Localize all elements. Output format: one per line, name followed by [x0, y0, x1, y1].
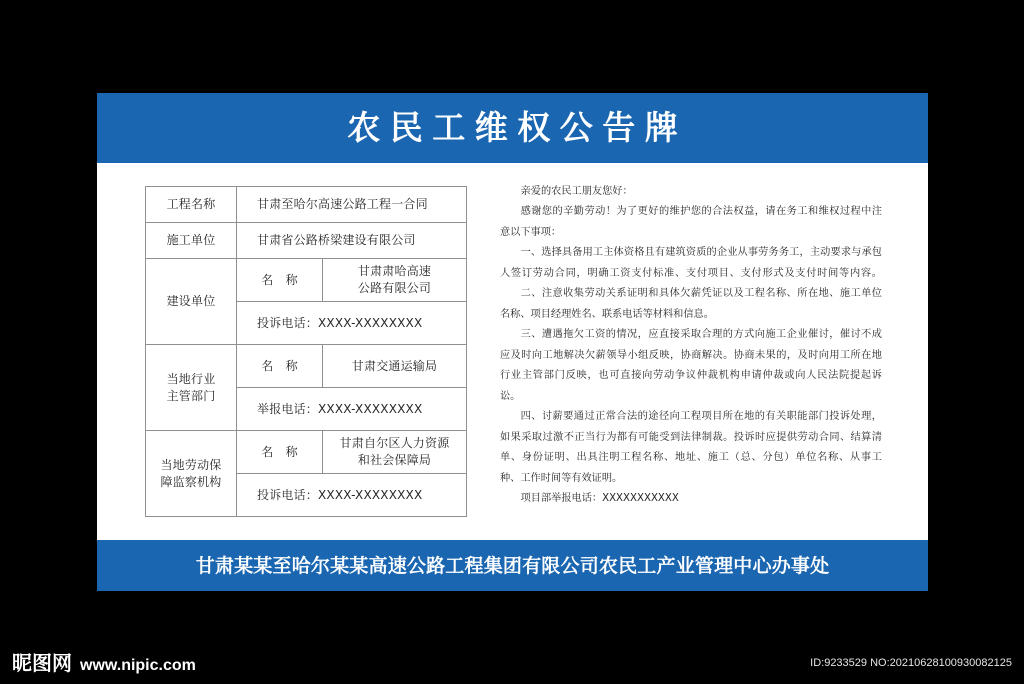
watermark-site-url: www.nipic.com: [80, 657, 196, 674]
notice-line: 感谢您的辛勤劳动！为了更好的维护您的合法权益，请在务工和维权过程中注: [520, 206, 882, 217]
authority-name-label: 名 称: [237, 345, 323, 388]
notice-line: 种、工作时间等有效证明。: [500, 472, 623, 484]
table-row-project-name: [146, 187, 467, 223]
table-row-authority-name: [146, 345, 467, 388]
info-table: [145, 186, 467, 517]
contractor-value: 甘肃省公路桥梁建设有限公司: [237, 223, 467, 259]
notice-greeting: 亲爱的农民工朋友您好：: [520, 185, 633, 197]
board-header: [97, 93, 928, 163]
notice-line: 名称、项目经理姓名、联系电话等材料和信息。: [500, 308, 714, 320]
table-row-builder-name: [146, 259, 467, 302]
notice-line: 三、遭遇拖欠工资的情况，应直接采取合理的方式向施工企业催讨，催讨不成: [520, 329, 882, 340]
notice-line: 二、注意收集劳动关系证明和具体欠薪凭证以及工程名称、所在地、施工单位: [520, 288, 882, 299]
notice-line: 行业主管部门反映，也可直接向劳动争议仲裁机构申请仲裁或向人民法院提起诉: [500, 370, 882, 381]
authority-phone: 举报电话：XXXX-XXXXXXXX: [237, 388, 467, 431]
builder-label: 建设单位: [146, 259, 237, 345]
authority-name-value: 甘肃交通运输局: [323, 345, 467, 388]
watermark-site-name: 昵图网: [12, 651, 72, 675]
builder-name-value: 甘肃肃哈高速 公路有限公司: [323, 259, 467, 302]
notice-line: 人签订劳动合同，明确工资支付标准、支付项目、支付形式及支付时间等内容。: [500, 267, 882, 279]
notice-hotline: 项目部举报电话：XXXXXXXXXXX: [520, 493, 679, 504]
notice-board: [97, 93, 928, 591]
notice-line: 应及时向工地解决欠薪领导小组反映，协商解决。协商未果的，及时向用工所在地: [500, 349, 882, 361]
notice-text: [500, 182, 882, 510]
notice-line: 单、身份证明、出具注明工程名称、地址、施工（总、分包）单位名称、从事工: [500, 452, 882, 463]
labor-phone: 投诉电话：XXXX-XXXXXXXX: [237, 474, 467, 517]
builder-name-label: 名 称: [237, 259, 323, 302]
builder-phone: 投诉电话：XXXX-XXXXXXXX: [237, 302, 467, 345]
contractor-label: 施工单位: [146, 223, 237, 259]
board-title: 农民工维权公告牌: [347, 108, 688, 147]
project-name-value: 甘肃至哈尔高速公路工程一合同: [237, 187, 467, 223]
table-row-contractor: [146, 223, 467, 259]
project-name-label: 工程名称: [146, 187, 237, 223]
notice-line: 一、选择具备用工主体资格且有建筑资质的企业从事劳务务工，主动要求与承包: [520, 247, 882, 258]
table-row-labor-name: [146, 431, 467, 474]
notice-line: 意以下事项：: [500, 226, 562, 238]
authority-label: 当地行业 主管部门: [146, 345, 237, 431]
watermark-logo: [12, 650, 196, 676]
board-footer: [97, 540, 928, 591]
notice-line: 四、讨薪要通过正常合法的途径向工程项目所在地的有关职能部门投诉处理，: [520, 411, 882, 422]
labor-name-label: 名 称: [237, 431, 323, 474]
notice-line: 如果采取过激不正当行为都有可能受到法律制裁。投诉时应提供劳动合同、结算清: [500, 431, 882, 443]
labor-inspection-label: 当地劳动保 障监察机构: [146, 431, 237, 517]
labor-name-value: 甘肃自尔区人力资源 和社会保障局: [323, 431, 467, 474]
footer-organization: 甘肃某某至哈尔某某高速公路工程集团有限公司农民工产业管理中心办事处: [195, 554, 830, 577]
watermark-id: ID:9233529 NO:20210628100930082125: [810, 657, 1012, 669]
notice-line: 讼。: [500, 390, 521, 402]
